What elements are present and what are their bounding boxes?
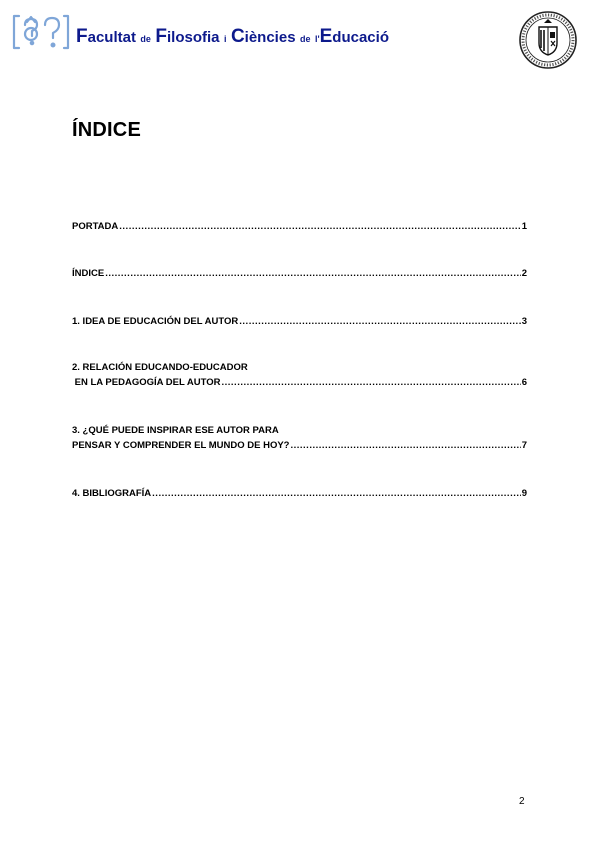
toc-entry[interactable]: 4. BIBLIOGRAFÍA ..... 9 <box>72 486 527 501</box>
question-mark-logo-icon <box>10 12 72 52</box>
toc-entry[interactable]: 1. IDEA DE EDUCACIÓN DEL AUTOR ..... 3 <box>72 314 527 329</box>
toc-entry[interactable]: 2. RELACIÓN EDUCANDO-EDUCADOR EN LA PEDAGOGÍA DEL AUTOR ..... 6 <box>72 360 527 390</box>
university-seal-icon <box>518 10 578 70</box>
faculty-name: Facultat de Filosofia i Ciències de l'Educació <box>76 26 389 47</box>
page-header <box>0 0 600 80</box>
page-title: ÍNDICE <box>72 119 141 141</box>
toc-entry[interactable]: 3. ¿QUÉ PUEDE INSPIRAR ESE AUTOR PARA PENSAR Y COMPRENDER EL MUNDO DE HOY? ..... 7 <box>72 423 527 453</box>
toc-entry[interactable]: PORTADA ..... 1 <box>72 219 527 234</box>
page-number: 2 <box>519 796 525 807</box>
toc-entry[interactable]: ÍNDICE ..... 2 <box>72 266 527 281</box>
